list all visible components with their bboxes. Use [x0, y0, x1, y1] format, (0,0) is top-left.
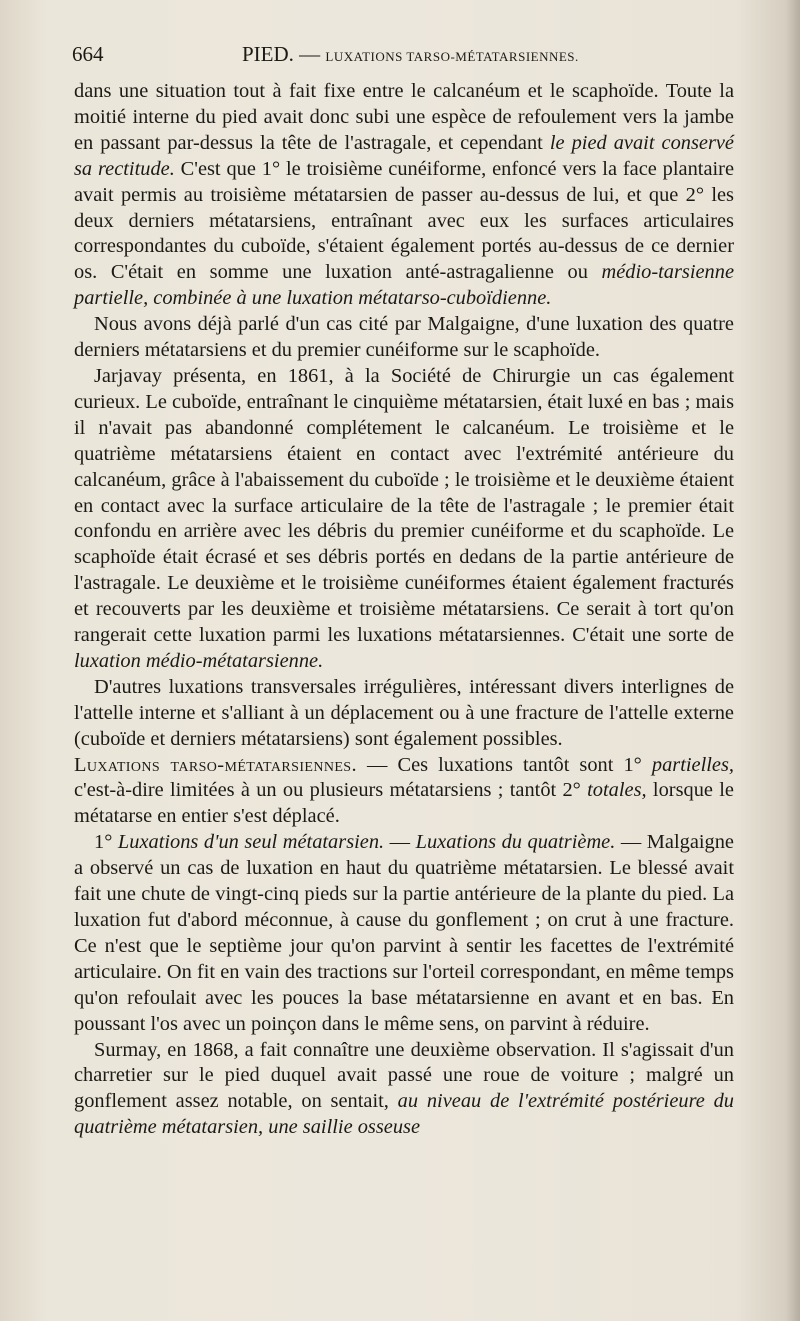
text-run: Jarjavay présenta, en 1861, à la Société de Chirurgie un cas également curieux. Le cuboïde, entraînant le cinquième métatarsien, était luxé en bas ; mais il n'avait pas abandonné complétement le calcanéum. Le troisième et le quatrième métatarsiens étaient en contact avec l'extrémité antérieure du calcanéum, grâce à l'abaissement du cuboïde ; le troisième et le deuxième étaient en contact avec la surface articulaire de la tête de l'astragale ; le premier était confondu en arrière avec les débris du premier cunéiforme et du scaphoïde. Le scaphoïde était écrasé et ses débris portés en dedans de la partie antérieure de l'astragale. Le deuxième et le troisième cunéiformes étaient également fracturés et recouverts par les deuxième et troisième métatarsiens. Ce serait à tort qu'on rangerait cette luxation parmi les luxations métatarsiennes. C'était une sorte de — [74, 364, 734, 647]
text-run: — — [384, 831, 416, 854]
italic-run: totales, — [587, 779, 647, 802]
text-run: — Ces luxations tantôt sont 1° — [357, 753, 652, 776]
running-title-main: PIED. — [242, 42, 294, 66]
section-heading: Luxations tarso-métatarsiennes. — [74, 753, 357, 776]
running-title-dash: — — [299, 42, 321, 66]
italic-run: partielles, — [651, 753, 734, 776]
italic-run: médio-tarsienne partielle, combinée à une luxation métatarso-cuboïdienne. — [74, 261, 734, 310]
page-edge-shadow — [786, 0, 800, 1321]
text-run: Surmay, en 1868, a fait connaître une deuxième observation. Il s'agissait d'un charretier sur le pied duquel avait passé une roue de voiture ; malgré un gonflement assez notable, on sentait, — [74, 1038, 734, 1113]
running-title — [242, 42, 579, 67]
text-run: dans une situation tout à fait fixe entre le calcanéum et le scaphoïde. Toute la moitié interne du pied avait donc subi une espèce de refoulement vers la jambe en passant par-dessus la tête de l'astragale, et cependant — [74, 80, 734, 154]
text-run: — Malgaigne a observé un cas de luxation en haut du quatrième métatarsien. Le blessé avait fait une chute de vingt-cinq pieds sur la partie antérieure de la plante du pied. La luxation fut d'abord méconnue, à cause du gonflement ; on crut à une fracture. Ce n'est que le septième jour qu'on parvint à sentir les facettes de l'extrémité articulaire. On fit en vain des tractions sur l'orteil correspondant, en même temps qu'on refoulait avec les pouces la base métatarsienne en avant et en bas. En poussant l'os avec un poinçon dans le même sens, on parvint à réduire. — [74, 831, 734, 1035]
paragraph-malgaigne: Nous avons déjà parlé d'un cas cité par Malgaigne, d'une luxation des quatre derniers métatarsiens et du premier cunéiforme sur le scaphoïde. — [74, 313, 734, 362]
italic-run: luxation médio-métatarsienne. — [74, 649, 324, 672]
running-title-sub: LUXATIONS TARSO-MÉTATARSIENNES. — [325, 49, 579, 64]
section-tarso-metatarsal — [74, 753, 734, 831]
paragraph-jarjavay — [74, 364, 734, 675]
text-run: lorsque le métatarse en entier s'est déplacé. — [74, 779, 734, 828]
italic-run: au niveau de l'extrémité postérieure du quatrième métatarsien, une saillie osseuse — [74, 1090, 734, 1139]
paragraph-fourth-metatarsal — [74, 830, 734, 1037]
text-run: 1° — [94, 831, 118, 854]
paragraph-transversal-luxations: D'autres luxations transversales irrégulières, intéressant divers interlignes de l'attelle interne et s'alliant à un déplacement ou à une fracture de l'attelle externe (cuboïde et derniers métatarsiens) sont également possibles. — [74, 675, 734, 750]
paragraph-continuation — [74, 79, 734, 312]
text-run: c'est-à-dire limitées à un ou plusieurs métatarsiens ; tantôt 2° — [74, 779, 588, 802]
italic-run: Luxations du quatrième. — [415, 831, 616, 854]
italic-run: le pied avait conservé sa rectitude. — [74, 131, 734, 180]
italic-run: Luxations d'un seul métatarsien. — [117, 831, 385, 854]
running-header — [72, 42, 736, 72]
page-number: 664 — [72, 42, 104, 66]
text-run: C'est que 1° le troisième cunéiforme, enfoncé vers la face plantaire avait permis au troisième métatarsien de passer au-dessus de lui, et que 2° les deux derniers métatarsiens, entraînant avec eux les surfaces articulaires correspondantes du cuboïde, s'étaient également portés au-dessus de ce dernier os. C'était en somme une luxation anté-astragalienne ou — [74, 157, 734, 284]
body-text — [74, 79, 734, 1141]
paragraph-surmay — [74, 1038, 734, 1142]
